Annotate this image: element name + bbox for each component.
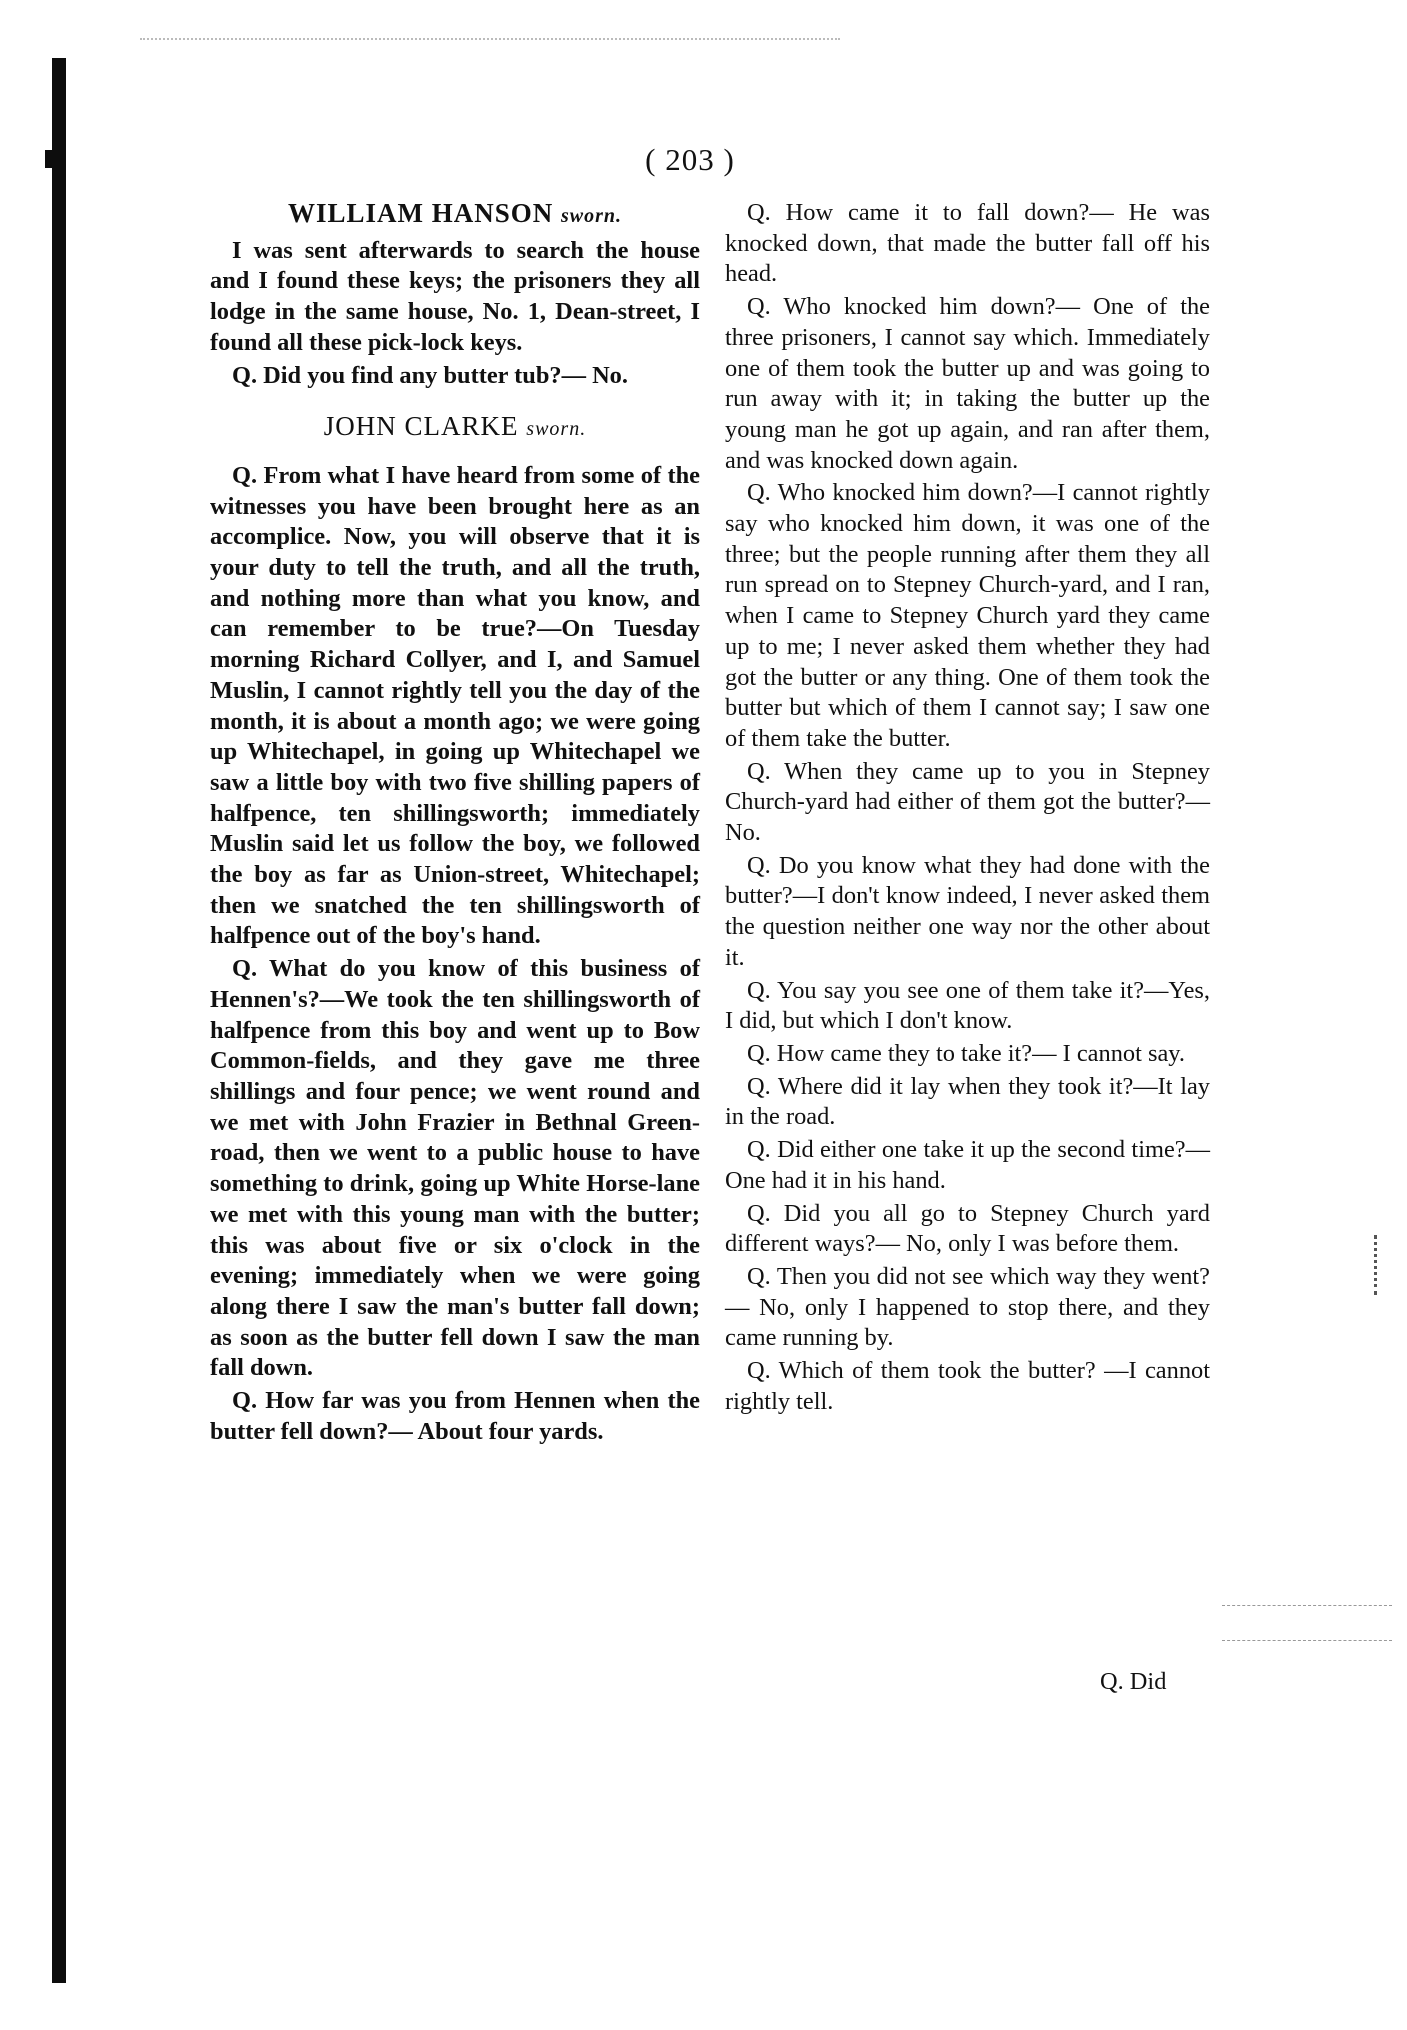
right-margin-rule xyxy=(1222,1640,1392,1641)
testimony-paragraph: Q. Did you find any butter tub?— No. xyxy=(232,361,628,389)
witness-name: WILLIAM HANSON xyxy=(287,198,554,228)
testimony-paragraph: Q. You say you see one of them take it?—Yes, I did, but which I don't know. xyxy=(725,976,1210,1035)
binding-notch xyxy=(45,150,55,168)
witness-heading-clarke xyxy=(210,411,700,445)
sworn-label: sworn. xyxy=(561,205,623,227)
testimony-paragraph: Q. How came it to fall down?— He was knocked down, that made the butter fall off his head. xyxy=(725,199,1210,288)
testimony-paragraph: Q. Which of them took the butter? —I cannot rightly tell. xyxy=(725,1357,1210,1415)
testimony-paragraph: Q. From what I have heard from some of the witnesses you have been brought here as an accomplice. Now, you will observe that it is your duty to tell the truth, and all the truth, and nothing more than what you know, and can remember to be true?—On Tuesday morning Richard Collyer, and I, and Samuel Muslin, I cannot rightly tell you the day of the month, it is about a month ago; we were going up Whitechapel, in going up Whitechapel we saw a little boy with two five shilling papers of halfpence, ten shillingsworth; immediately Muslin said let us follow the boy, we followed the boy as far as Union-street, Whitechapel; then we snatched the ten shillingsworth of halfpence out of the boy's hand. xyxy=(210,461,700,950)
testimony-paragraph: Q. When they came up to you in Stepney Church-yard had either of them got the butter?— No. xyxy=(725,757,1210,847)
top-edge-specks xyxy=(140,38,840,44)
right-margin-rule xyxy=(1222,1605,1392,1606)
left-column xyxy=(210,198,700,1449)
testimony-paragraph: Q. Where did it lay when they took it?—It lay in the road. xyxy=(725,1072,1210,1131)
sworn-label: sworn. xyxy=(526,418,587,441)
testimony-paragraph: Q. Did either one take it up the second time?— One had it in his hand. xyxy=(725,1136,1210,1194)
testimony-paragraph: Q. Did you all go to Stepney Church yard different ways?— No, only I was before them. xyxy=(725,1199,1210,1258)
testimony-paragraph: Q. Then you did not see which way they went?— No, only I happened to stop there, and they came running by. xyxy=(725,1262,1210,1352)
testimony-paragraph: Q. What do you know of this business of Hennen's?—We took the ten shillingsworth of halfpence from this boy and went up to Bow Common-fields, and they gave me three shillings and four pence; we went round and we met with John Frazier in Bethnal Green-road, then we went to a public house to have something to drink, going up White Horse-lane we met with this young man with the butter; this was about five or six o'clock in the evening; immediately when we were going along there I saw the man's butter fall down; as soon as the butter fell down I saw the man fall down. xyxy=(210,955,700,1382)
page-number: ( 203 ) xyxy=(645,142,735,177)
testimony-paragraph: Q. How far was you from Hennen when the butter fell down?— About four yards. xyxy=(210,1387,700,1445)
testimony-paragraph: Q. Who knocked him down?— One of the three prisoners, I cannot say which. Immediately one of them took the butter up and was going to run away with it; in taking the butter up the young man he got up again, and ran after them, and was knocked down again. xyxy=(725,293,1210,474)
right-column xyxy=(725,198,1210,1419)
witness-name: JOHN CLARKE xyxy=(323,411,519,442)
testimony-paragraph: I was sent afterwards to search the house and I found these keys; the prisoners they all lodge in the same house, No. 1, Dean-street, I found all these pick-lock keys. xyxy=(210,236,700,356)
testimony-paragraph: Q. Who knocked him down?—I cannot rightly say who knocked him down, it was one of the three; but the people running after them they all run spread on to Stepney Church-yard, and I ran, when I came to Stepney Church yard they came up to me; I never asked them whether they had got the butter or any thing. One of them took the butter but which of them I cannot say; I saw one of them take the butter. xyxy=(725,479,1210,752)
binding-edge-shadow xyxy=(52,58,66,1983)
testimony-paragraph: Q. Do you know what they had done with the butter?—I don't know indeed, I never asked them the question neither one way nor the other about it. xyxy=(725,851,1210,971)
catchword: Q. Did xyxy=(1100,1668,1167,1695)
testimony-paragraph: Q. How came they to take it?— I cannot say. xyxy=(747,1039,1185,1067)
witness-heading-hanson xyxy=(210,198,700,232)
right-edge-marks xyxy=(1374,1235,1385,1295)
